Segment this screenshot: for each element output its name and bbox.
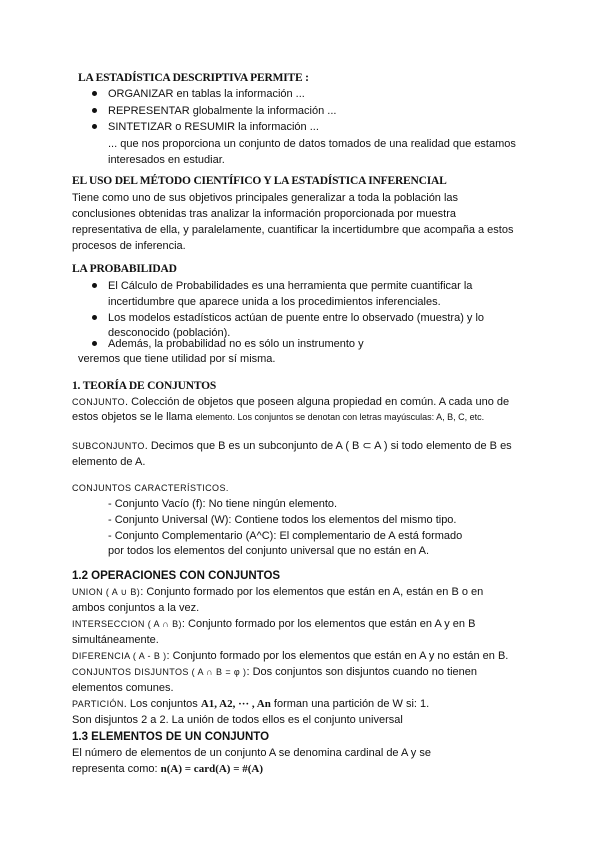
paragraph-line: elementos comunes. [72,682,174,694]
math-expression: n(A) = card(A) = #(A) [160,763,264,775]
list-item-cont: incertidumbre que aparece unida a los procedimientos inferenciales. [108,296,441,308]
paragraph-line: El número de elementos de un conjunto A se denomina cardinal de A y se [72,747,431,759]
definition-disjuntos [72,665,477,679]
definition-text: : Dos conjuntos son disjuntos cuando no tienen [246,666,477,678]
term-label: DIFERENCIA ( A - B ) [72,651,167,661]
paragraph-line: ... que nos proporciona un conjunto de datos tomados de una realidad que estamos [108,138,516,150]
definition-union [72,585,483,599]
paragraph-line: procesos de inferencia. [72,240,186,252]
definition-text: : Conjunto formado por los elementos que están en A y no están en B. [166,650,509,662]
text: . Los conjuntos [123,698,201,710]
math-expression: A1, A2, ··· , An [200,698,271,710]
paragraph-line [72,410,484,424]
heading-probabilidad: LA PROBABILIDAD [72,263,177,275]
definition-text: : Conjunto formado por los elementos que están en A, están en B o en [140,586,484,598]
heading-elementos: 1.3 ELEMENTOS DE UN CONJUNTO [72,731,270,743]
bullet-icon [92,283,97,288]
text: . Los conjuntos se denotan con letras mayúsculas: A, B, C, etc. [232,412,485,422]
definition-interseccion [72,617,475,631]
list-item-cont: desconocido (población). [108,327,231,339]
definition-diferencia [72,649,508,663]
bullet-icon [92,108,97,113]
list-item: - Conjunto Vacío (f): No tiene ningún elemento. [108,498,338,510]
term-label: SUBCONJUNTO [72,441,145,451]
term-label: CONJUNTOS DISJUNTOS ( A ∩ B = φ ) [72,667,247,677]
bullet-icon [92,124,97,129]
text: estos objetos se le llama [72,411,196,423]
paragraph-line: ambos conjuntos a la vez. [72,602,200,614]
paragraph-line: conclusiones obtenidas tras analizar la información proporcionada por muestra [72,208,456,220]
definition-subconjunto [72,439,512,453]
term: elemento [195,412,233,422]
term-label: UNION ( A ∪ B) [72,587,141,597]
list-item-cont: por todos los elementos del conjunto universal que no están en A. [108,545,430,557]
term-label: INTERSECCION ( A ∩ B) [72,619,182,629]
heading-teoria-conjuntos: 1. TEORÍA DE CONJUNTOS [72,380,217,392]
text: forman una partición de W si: 1. [270,698,430,710]
bullet-icon [92,341,97,346]
list-item: Además, la probabilidad no es sólo un instrumento y [108,338,364,350]
list-item: - Conjunto Universal (W): Contiene todos los elementos del mismo tipo. [108,514,457,526]
term-label: CONJUNTO [72,397,126,407]
paragraph-line: Son disjuntos 2 a 2. La unión de todos ellos es el conjunto universal [72,714,403,726]
definition-text: . Decimos que B es un subconjunto de A ( B ⊂ A ) si todo elemento de B es [144,440,512,452]
paragraph-line: Tiene como uno de sus objetivos principales generalizar a toda la población las [72,192,459,204]
paragraph-line: elemento de A. [72,456,146,468]
term-label: PARTICIÓN [72,699,124,709]
definition-text: : Conjunto formado por los elementos que están en A y en B [181,618,476,630]
definition-conjunto [72,395,509,409]
term-label: CONJUNTOS CARACTERÍSTICOS. [72,483,229,493]
paragraph-line: interesados en estudiar. [108,154,225,166]
list-item: ORGANIZAR en tablas la información ... [108,88,305,100]
definition-text: . Colección de objetos que poseen alguna propiedad en común. A cada uno de [125,396,510,408]
heading-operaciones: 1.2 OPERACIONES CON CONJUNTOS [72,570,281,582]
text: representa como: [72,763,161,775]
bullet-icon [92,315,97,320]
list-item: - Conjunto Complementario (A^C): El complementario de A está formado [108,530,463,542]
paragraph-line [72,762,263,776]
list-item: SINTETIZAR o RESUMIR la información ... [108,121,319,133]
heading-estadistica-descriptiva: LA ESTADÍSTICA DESCRIPTIVA PERMITE : [78,72,309,84]
list-item: El Cálculo de Probabilidades es una herramienta que permite cuantificar la [108,280,473,292]
paragraph-line: representativa de ella, y paralelamente, cuantificar la incertidumbre que acompaña a estos [72,224,514,236]
heading-metodo-cientifico: EL USO DEL MÉTODO CIENTÍFICO Y LA ESTADÍSTICA INFERENCIAL [72,175,447,187]
list-item: Los modelos estadísticos actúan de puente entre lo observado (muestra) y lo [108,312,485,324]
paragraph-line: simultáneamente. [72,634,159,646]
list-item: REPRESENTAR globalmente la información ... [108,105,337,117]
bullet-icon [92,91,97,96]
list-item-cont: veremos que tiene utilidad por sí misma. [78,353,276,365]
definition-particion [72,697,429,711]
